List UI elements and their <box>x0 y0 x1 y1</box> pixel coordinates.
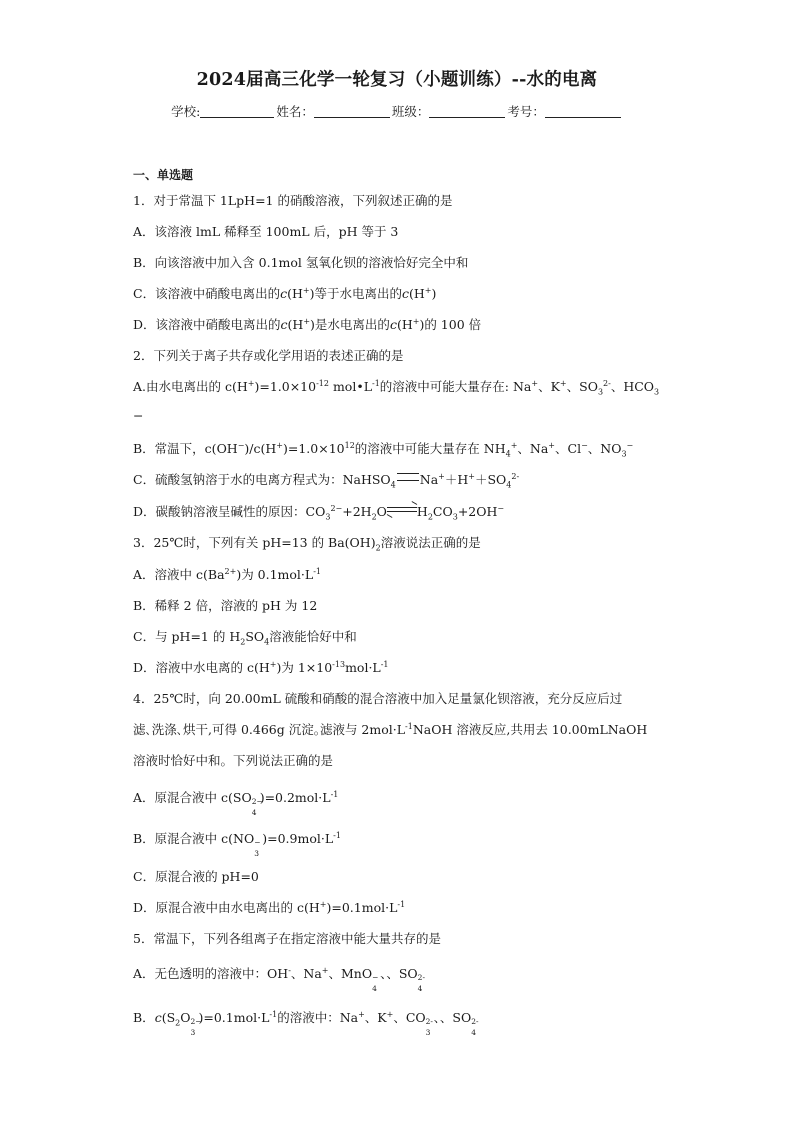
student-info-row <box>0 102 794 120</box>
q4-option-c: C．原混合液的 pH=0 <box>133 869 259 884</box>
q2-option-d: D．碳酸钠溶液呈碱性的原因：$CO_3^{2-}+2H_2O$ $H_2CO_3+2OH^-$ <box>133 504 504 520</box>
equilibrium-arrow-icon <box>387 505 417 515</box>
q2-option-a: A.由水电离出的 $c(H^+)=1.0\times 10^{-12}$ $mol•L^{-1}$的溶液中可能大量存在: Na+、K+、$SO_3^{2-}$、$HCO_3$ <box>133 378 660 397</box>
school-field[interactable] <box>200 104 274 118</box>
q1-option-a: A．该溶液 lmL 稀释至 100mL 后，pH 等于 3 <box>133 224 399 239</box>
q1-stem: 1．对于常温下 1LpH=1 的硝酸溶液，下列叙述正确的是 <box>133 193 453 208</box>
q2-option-c: C．硫酸氢钠溶于水的电离方程式为：NaHSO$_4$ $Na^++H^++SO_4^{2-}$ <box>133 471 520 490</box>
q5-option-b: B．$c(S_2O$ 2− 3 )$=0.1mol\cdot L^{-1}$的溶液中：Na+、K+、CO 2- 3 、、SO 2- 4 <box>133 1009 479 1037</box>
q3-option-a: A．溶液中 $c(Ba^{2+})$为 $0.1mol\cdot L^{-1}$ <box>133 566 322 582</box>
q1-option-c: C．该溶液中硝酸电离出的c(H+)等于水电离出的c(H+) <box>133 285 437 301</box>
q4-stem-line-3: 溶液时恰好中和。下列说法正确的是 <box>133 753 334 768</box>
q2-option-b: B．常温下，$c(OH^-)/c(H^+)=1.0\times 10^{12}$的溶液中可能大量存在 $NH_4^+$、Na+、Cl−、$NO_3^-$ <box>133 440 634 459</box>
q2-stem: 2．下列关于离子共存或化学用语的表述正确的是 <box>133 348 404 363</box>
q5-stem: 5．常温下，下列各组离子在指定溶液中能大量共存的是 <box>133 931 441 946</box>
page-title: 2024届高三化学一轮复习（小题训练）--水的电离 <box>196 70 598 90</box>
q4-option-a: A．原混合液中 c(SO 2− 4 )$=0.2mol\cdot L^{-1}$ <box>133 789 339 817</box>
class-label: 班级： <box>391 104 430 119</box>
q3-option-d: D．溶液中水电离的 c(H+)为 $1\times 10^{-13}mol\cdot L^{-1}$ <box>133 659 389 675</box>
q5-option-a: A．无色透明的溶液中：OH-、Na+、MnO − 4 、、SO 2- 4 <box>133 965 425 993</box>
q4-stem-line-2: 滤､洗涤､烘干,可得 0.466g 沉淀｡滤液与 $2mol\cdot L^{-1}NaOH$ 溶液反应,共用去 10.00mLNaOH <box>133 721 648 737</box>
q1-option-d: D．该溶液中硝酸电离出的c(H+)是水电离出的c(H+)的 100 倍 <box>133 316 482 332</box>
q4-option-b: B．原混合液中 c(NO − 3 )$=0.9mol\cdot L^{-1}$ <box>133 830 341 858</box>
name-field[interactable] <box>314 104 390 118</box>
equals-sign-icon <box>397 473 419 481</box>
name-label: 姓名： <box>276 104 314 119</box>
q3-stem: 3．25℃时，下列有关 pH=13 的 $Ba(OH)_2$溶液说法正确的是 <box>133 535 481 553</box>
q1-option-b: B．向该溶液中加入含 0.1mol 氢氧化钡的溶液恰好完全中和 <box>133 255 469 270</box>
q4-option-d: D．原混合液中由水电离出的 $c(H^+)=0.1mol\cdot L^{-1}$ <box>133 899 406 915</box>
exam-number-field[interactable] <box>545 104 621 118</box>
section-heading: 一、单选题 <box>133 168 194 182</box>
q2-option-a-continued: − <box>133 408 144 423</box>
school-label: 学校: <box>171 104 201 119</box>
class-field[interactable] <box>429 104 505 118</box>
q4-stem-line-1: 4．25℃时，向 20.00mL 硫酸和硝酸的混合溶液中加入足量氯化钡溶液，充分反应后过 <box>133 691 623 706</box>
q3-option-b: B．稀释 2 倍，溶液的 pH 为 12 <box>133 598 318 613</box>
exam-number-label: 考号： <box>507 104 545 119</box>
q3-option-c: C．与 pH=1 的 $H_2SO_4$溶液能恰好中和 <box>133 629 357 647</box>
